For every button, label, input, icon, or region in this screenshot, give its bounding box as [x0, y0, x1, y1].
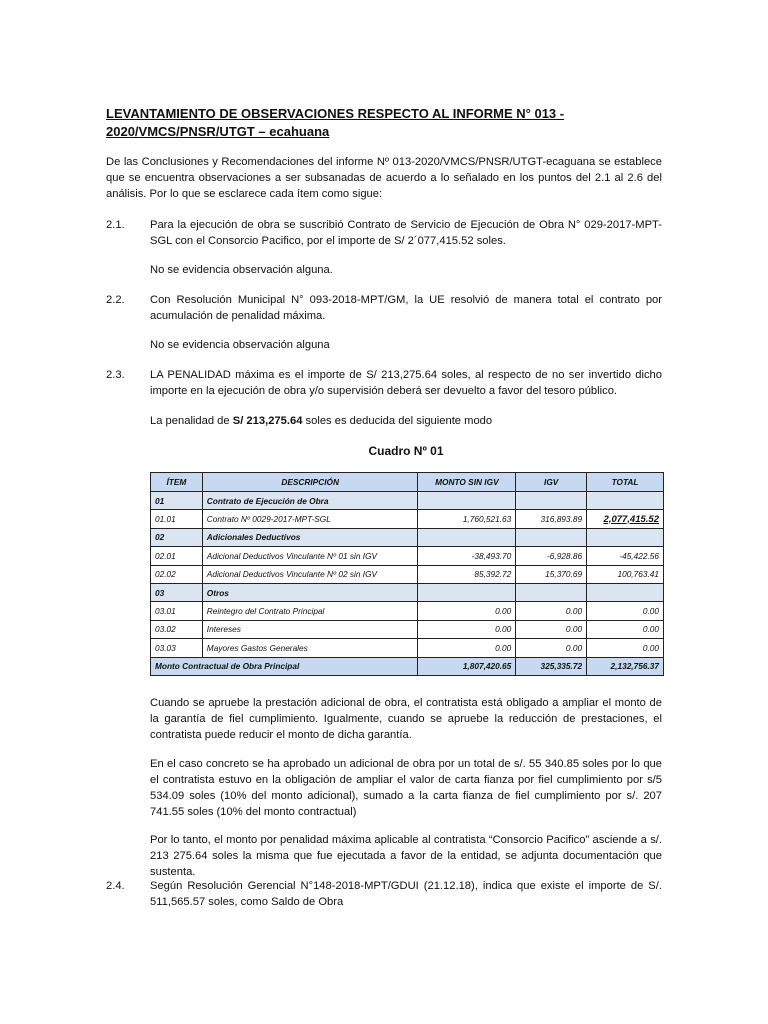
item-2-1-text: Para la ejecución de obra se suscribió Contrato de Servicio de Ejecución de Obra N° 029-2017-MPT-SGL con el Consorcio Pacifico, por el importe de S/ 2´077,415.52 soles.: [150, 219, 662, 247]
item-2-2-note: No se evidencia observación alguna: [150, 339, 330, 351]
header-igv: IGV: [516, 473, 587, 492]
cell-description: Adicional Deductivos Vinculante Nº 01 sin IGV: [202, 547, 418, 565]
header-description: DESCRIPCIÓN: [202, 473, 418, 492]
penalty-table: [150, 472, 664, 676]
cell-description: Reintegro del Contrato Principal: [202, 602, 418, 620]
table-row: [151, 547, 664, 565]
cell-monto: 0.00: [418, 620, 516, 638]
table-row: [151, 639, 664, 657]
table-group-row: [151, 492, 664, 510]
cell-item: 01: [151, 492, 203, 510]
cell-monto: 85,392.72: [418, 565, 516, 583]
cell-description: Intereses: [202, 620, 418, 638]
conclusion-paragraph: Por lo tanto, el monto por penalidad máxima aplicable al contratista “Consorcio Pacifico” asciende a s/. 213 275.64 soles la misma que fue ejecutada a favor de la entidad, se adjunta documentación que sustenta.: [150, 834, 662, 878]
cell-item: 03.03: [151, 639, 203, 657]
cell-description: Adicionales Deductivos: [202, 528, 418, 546]
cell-total: 0.00: [587, 620, 664, 638]
table-group-row: [151, 528, 664, 546]
document-title: LEVANTAMIENTO DE OBSERVACIONES RESPECTO AL INFORME N° 013 - 2020/VMCS/PNSR/UTGT – ecahuana: [106, 106, 565, 139]
cell-monto: 1,760,521.63: [418, 510, 516, 528]
cell-monto: 0.00: [418, 639, 516, 657]
table-header-row: [151, 473, 664, 492]
penalty-sentence: [150, 413, 662, 429]
item-2-3-number: 2.3.: [106, 369, 125, 381]
cell-total: 0.00: [587, 602, 664, 620]
table-group-row: [151, 583, 664, 601]
cell-description: Contrato Nº 0029-2017-MPT-SGL: [202, 510, 418, 528]
cell-monto: 0.00: [418, 602, 516, 620]
cell-igv: -6,928.86: [516, 547, 587, 565]
additional-works-paragraph: En el caso concreto se ha aprobado un adicional de obra por un total de s/. 55 340.85 soles por lo que el contratista estuvo en la obligación de ampliar el valor de carta fianza por fiel cumplimiento por s/5 534.09 soles (10% del monto adicional), sumado a la carta fianza de fiel cumplimiento por s/. 207 741.55 soles (10% del monto contractual): [150, 758, 662, 818]
header-item: ÍTEM: [151, 473, 203, 492]
cell-item: 03: [151, 583, 203, 601]
item-2-3-text: LA PENALIDAD máxima es el importe de S/ 213,275.64 soles, al respecto de no ser invertido dicho importe en la ejecución de obra y/o supervisión deberá ser devuelto a favor del tesoro público.: [150, 369, 662, 397]
item-2-4-text: Según Resolución Gerencial N°148-2018-MPT/GDUI (21.12.18), indica que existe el importe de S/. 511,565.57 soles, como Saldo de Obra: [150, 880, 662, 908]
cell-item: 01.01: [151, 510, 203, 528]
item-2-4-number: 2.4.: [106, 880, 125, 892]
header-monto: MONTO SIN IGV: [418, 473, 516, 492]
cell-description: Otros: [202, 583, 418, 601]
cell-total: 0.00: [587, 639, 664, 657]
penalty-sentence-end: soles es deducida del siguiente modo: [302, 415, 493, 427]
total-monto: 1,807,420.65: [418, 657, 516, 675]
cell-total: -45,422.56: [587, 547, 664, 565]
guarantee-paragraph: Cuando se apruebe la prestación adicional de obra, el contratista está obligado a ampliar el monto de la garantía de fiel cumplimiento. Igualmente, cuando se apruebe la reducción de prestaciones, el contratista puede reducir el monto de dicha garantía.: [150, 697, 662, 741]
cell-total-value: 2,077,415.52: [603, 513, 659, 525]
table-row: [151, 565, 664, 583]
intro-paragraph: De las Conclusiones y Recomendaciones del informe Nº 013-2020/VMCS/PNSR/UTGT-ecaguana se establece que se encuentra observaciones a ser subsanadas de acuerdo a lo señalado en los puntos del 2.1 al 2.6 del análisis. Por lo que se esclarece cada ítem como sigue:: [106, 156, 662, 200]
cell-item: 03.02: [151, 620, 203, 638]
cell-total: [587, 510, 664, 528]
cell-item: 02: [151, 528, 203, 546]
item-2-1-number: 2.1.: [106, 219, 125, 231]
total-igv: 325,335.72: [516, 657, 587, 675]
cell-description: Adicional Deductivos Vinculante Nº 02 sin IGV: [202, 565, 418, 583]
cell-description: Contrato de Ejecución de Obra: [202, 492, 418, 510]
item-2-1-note: No se evidencia observación alguna.: [150, 264, 333, 276]
penalty-amount: S/ 213,275.64: [232, 415, 303, 427]
cell-igv: 316,893.89: [516, 510, 587, 528]
table-row: [151, 510, 664, 528]
item-2-2-text: Con Resolución Municipal N° 093-2018-MPT/GM, la UE resolvió de manera total el contrato por acumulación de penalidad máxima.: [150, 294, 662, 322]
total-total: 2,132,756.37: [587, 657, 664, 675]
table-row: [151, 620, 664, 638]
cell-monto: -38,493.70: [418, 547, 516, 565]
penalty-sentence-start: La penalidad de: [150, 415, 233, 427]
header-total: TOTAL: [587, 473, 664, 492]
cell-total: 100,763.41: [587, 565, 664, 583]
table-total-row: [151, 657, 664, 675]
item-2-2-number: 2.2.: [106, 294, 125, 306]
cell-igv: 0.00: [516, 602, 587, 620]
cell-description: Mayores Gastos Generales: [202, 639, 418, 657]
table-row: [151, 602, 664, 620]
cell-item: 02.02: [151, 565, 203, 583]
cell-igv: 0.00: [516, 620, 587, 638]
cell-igv: 15,370.69: [516, 565, 587, 583]
cell-item: 03.01: [151, 602, 203, 620]
cell-item: 02.01: [151, 547, 203, 565]
total-label: Monto Contractual de Obra Principal: [151, 657, 418, 675]
cell-igv: 0.00: [516, 639, 587, 657]
table-caption: Cuadro Nº 01: [368, 444, 444, 458]
